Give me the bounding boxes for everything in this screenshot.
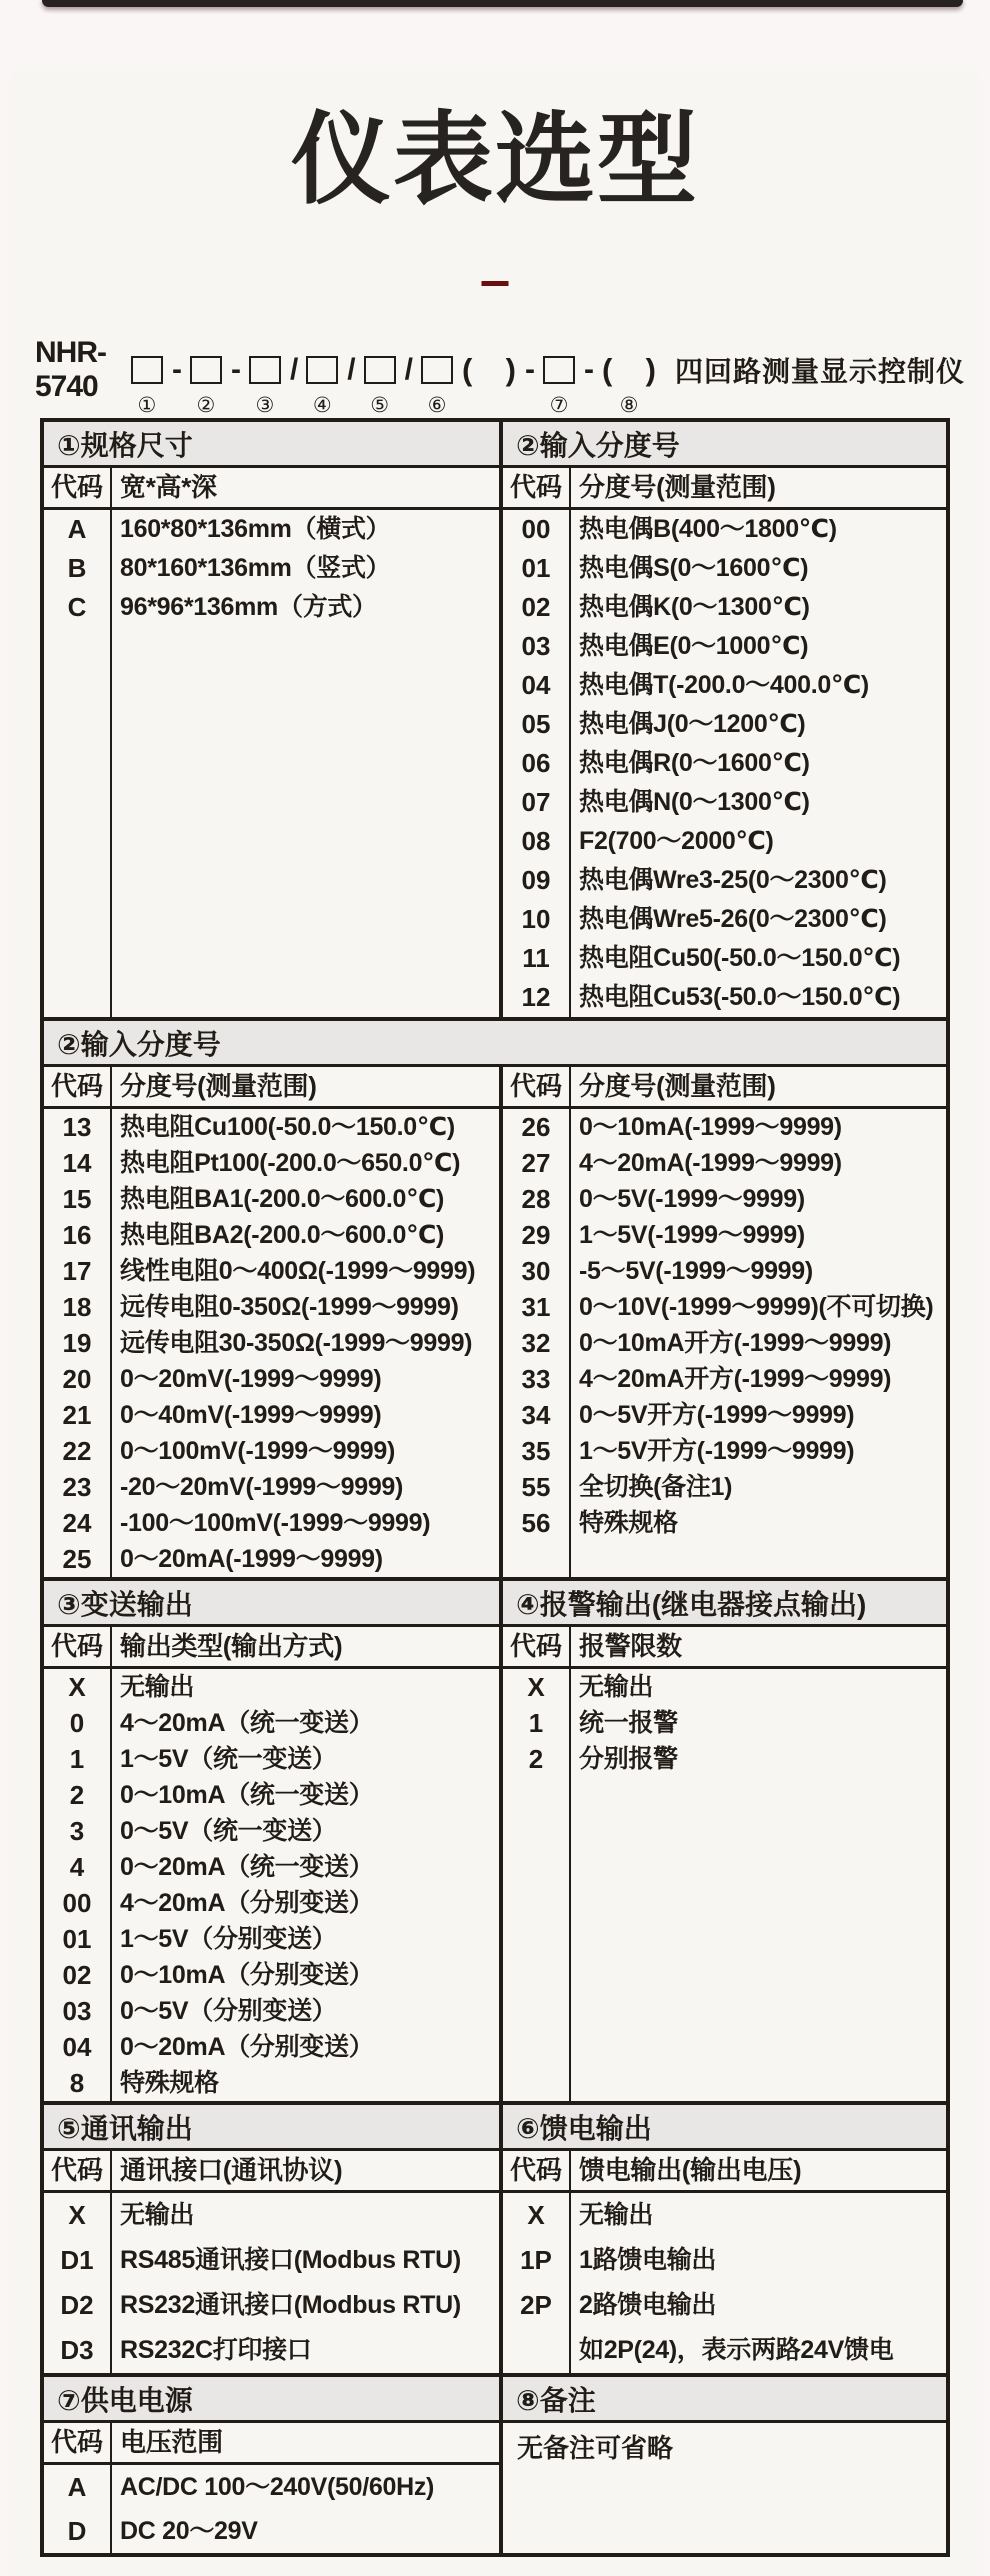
code-cell: 10 bbox=[521, 904, 551, 934]
desc-cell: 96*96*136mm（方式） bbox=[120, 593, 377, 621]
section-title: ④报警输出(继电器接点输出) bbox=[516, 1588, 867, 1620]
desc-cell: F2(700～2000℃) bbox=[579, 827, 774, 855]
circled-number: ② bbox=[196, 394, 216, 417]
code-cell: 11 bbox=[522, 943, 550, 973]
sub-header-label: 输出类型(输出方式) bbox=[120, 1631, 343, 1661]
desc-cell: -5～5V(-1999～9999) bbox=[579, 1257, 813, 1285]
desc-cell: 0～10mA(-1999～9999) bbox=[579, 1113, 842, 1141]
code-header: 代码 bbox=[50, 472, 103, 502]
table-row bbox=[44, 1469, 499, 1505]
model-code-slot bbox=[249, 354, 281, 416]
table-row bbox=[44, 510, 499, 549]
model-code-slot bbox=[421, 354, 453, 416]
table-row bbox=[44, 1217, 499, 1253]
desc-cell: DC 20～29V bbox=[120, 2517, 258, 2545]
desc-cell: 热电阻Pt100(-200.0～650.0℃) bbox=[120, 1149, 461, 1177]
code-cell: 1 bbox=[528, 1708, 544, 1738]
code-cell: 2 bbox=[528, 1744, 544, 1774]
code-cell: 18 bbox=[62, 1292, 92, 1322]
section-title: ⑦供电电源 bbox=[57, 2384, 193, 2416]
desc-cell: 4～20mA开方(-1999～9999) bbox=[579, 1365, 892, 1393]
desc-cell: 全切换(备注1) bbox=[579, 1473, 733, 1501]
code-cell: D2 bbox=[60, 2290, 94, 2320]
paren-group bbox=[602, 352, 656, 388]
code-cell: 28 bbox=[521, 1184, 551, 1214]
desc-cell: 0～40mV(-1999～9999) bbox=[120, 1401, 382, 1429]
code-cell: 29 bbox=[521, 1220, 551, 1250]
desc-cell: 0～5V开方(-1999～9999) bbox=[579, 1401, 855, 1429]
table-row bbox=[44, 1181, 499, 1217]
table-row bbox=[44, 1993, 499, 2029]
code-header: 代码 bbox=[509, 2155, 562, 2185]
table-row bbox=[44, 1253, 499, 1289]
sub-header-row bbox=[44, 2151, 499, 2193]
desc-cell: 热电偶Wre5-26(0～2300℃) bbox=[579, 905, 887, 933]
circled-number: ⑥ bbox=[427, 394, 447, 417]
desc-cell: 统一报警 bbox=[579, 1709, 678, 1737]
section-body bbox=[44, 1627, 946, 2101]
code-cell: 14 bbox=[62, 1148, 92, 1178]
code-cell: 32 bbox=[521, 1328, 551, 1358]
code-cell: 23 bbox=[62, 1472, 92, 1502]
desc-cell: -100～100mV(-1999～9999) bbox=[120, 1509, 431, 1537]
table-row bbox=[44, 1705, 499, 1741]
desc-cell: -20～20mV(-1999～9999) bbox=[120, 1473, 404, 1501]
section-left-half bbox=[44, 1627, 499, 2101]
section-right-half bbox=[503, 468, 946, 1017]
desc-cell: 热电阻BA2(-200.0～600.0℃) bbox=[120, 1221, 445, 1249]
code-cell: 00 bbox=[62, 1888, 92, 1918]
table-row bbox=[44, 1885, 499, 1921]
section-body bbox=[44, 1067, 946, 1577]
sub-header-label: 分度号(测量范围) bbox=[579, 1071, 776, 1101]
code-cell: A bbox=[67, 2472, 87, 2502]
code-cell: A bbox=[67, 514, 87, 544]
table-row bbox=[44, 1849, 499, 1885]
page-title: 仪表选型 bbox=[291, 104, 699, 216]
section-header-row bbox=[44, 422, 946, 468]
section-block bbox=[44, 2101, 946, 2373]
section-title: ⑥馈电输出 bbox=[516, 2112, 652, 2144]
table-row bbox=[44, 2238, 499, 2283]
separator: - bbox=[583, 353, 593, 386]
code-header: 代码 bbox=[50, 2155, 103, 2185]
model-code-box[interactable] bbox=[249, 356, 281, 384]
desc-cell: 热电阻Cu100(-50.0～150.0℃) bbox=[120, 1113, 455, 1141]
code-header: 代码 bbox=[50, 2427, 103, 2457]
section-title: ⑧备注 bbox=[516, 2384, 596, 2416]
section-title: ⑤通讯输出 bbox=[57, 2112, 193, 2144]
code-cell: 2P bbox=[520, 2290, 552, 2320]
section-right-half bbox=[503, 2151, 946, 2373]
table-row bbox=[44, 1397, 499, 1433]
code-cell: 04 bbox=[62, 2032, 92, 2062]
column-divider bbox=[569, 1067, 571, 1577]
column-divider bbox=[110, 2423, 112, 2553]
code-cell: C bbox=[67, 592, 87, 622]
column-divider bbox=[110, 1627, 112, 2101]
desc-cell: 热电偶K(0～1300℃) bbox=[579, 593, 810, 621]
desc-cell: RS232C打印接口 bbox=[120, 2336, 312, 2364]
code-cell: 1 bbox=[69, 1744, 85, 1774]
code-cell: 26 bbox=[521, 1112, 551, 1142]
separator: / bbox=[347, 353, 355, 386]
code-cell: 8 bbox=[69, 2068, 85, 2098]
separator: / bbox=[289, 353, 298, 386]
table-row bbox=[44, 1957, 499, 1993]
code-cell: 31 bbox=[521, 1292, 551, 1322]
sub-header-row bbox=[44, 2423, 499, 2465]
section-left-half bbox=[44, 2151, 499, 2373]
code-cell: 2 bbox=[69, 1780, 85, 1810]
desc-cell: 热电阻BA1(-200.0～600.0℃) bbox=[120, 1185, 445, 1213]
column-divider bbox=[569, 1627, 571, 2101]
section-body bbox=[44, 2423, 946, 2553]
model-prefix bbox=[35, 336, 122, 403]
paren-group bbox=[462, 352, 516, 388]
desc-cell: 4～20mA(-1999～9999) bbox=[579, 1149, 842, 1177]
table-row bbox=[44, 1325, 499, 1361]
code-cell: 56 bbox=[521, 1508, 551, 1538]
column-divider bbox=[110, 468, 112, 1017]
code-cell bbox=[503, 2328, 569, 2373]
desc-cell: 1～5V（分别变送） bbox=[120, 1925, 337, 1953]
desc-cell: 0～10mA（统一变送） bbox=[120, 1781, 374, 1809]
sub-header-label: 馈电输出(输出电压) bbox=[579, 2155, 802, 2185]
sub-header-row bbox=[44, 1627, 499, 1669]
note-cell: 无备注可省略 bbox=[517, 2433, 674, 2463]
model-prefix-text: NHR-5740 bbox=[35, 336, 106, 403]
code-header: 代码 bbox=[509, 1631, 562, 1661]
desc-cell: 热电阻Cu50(-50.0～150.0℃) bbox=[579, 944, 901, 972]
model-code-box[interactable] bbox=[190, 356, 222, 384]
column-divider bbox=[569, 468, 571, 1017]
separator: - bbox=[230, 353, 240, 386]
paren-close: ) bbox=[505, 352, 516, 387]
section-header-row bbox=[44, 1581, 946, 1627]
desc-cell: 80*160*136mm（竖式） bbox=[120, 554, 391, 582]
section-header-row bbox=[44, 2377, 946, 2423]
model-code-box[interactable] bbox=[131, 356, 163, 384]
code-cell: D3 bbox=[60, 2335, 94, 2365]
rows-container bbox=[44, 1669, 499, 2101]
circled-number: ⑦ bbox=[549, 394, 569, 417]
code-cell: 19 bbox=[62, 1328, 92, 1358]
separator: / bbox=[404, 353, 412, 386]
code-cell: 13 bbox=[62, 1112, 92, 1142]
code-cell: 17 bbox=[62, 1256, 92, 1286]
model-separator bbox=[290, 354, 297, 386]
model-code-box[interactable] bbox=[421, 356, 453, 384]
table-row bbox=[44, 1777, 499, 1813]
code-cell: 25 bbox=[62, 1544, 92, 1574]
circled-number: ⑧ bbox=[619, 394, 639, 417]
sub-header-label: 分度号(测量范围) bbox=[579, 472, 776, 502]
table-row bbox=[44, 2509, 499, 2553]
table-row bbox=[44, 2283, 499, 2328]
code-header: 代码 bbox=[50, 1631, 103, 1661]
code-cell: X bbox=[527, 2200, 545, 2230]
table-row bbox=[44, 1433, 499, 1469]
sub-header-row bbox=[44, 1067, 499, 1109]
code-cell: 03 bbox=[62, 1996, 92, 2026]
code-cell: 07 bbox=[521, 787, 551, 817]
table-row bbox=[44, 1145, 499, 1181]
code-cell: 55 bbox=[521, 1472, 551, 1502]
desc-cell: 特殊规格 bbox=[120, 2069, 219, 2097]
section-body bbox=[44, 468, 946, 1017]
model-code-slot bbox=[543, 354, 575, 416]
table-row bbox=[44, 1741, 499, 1777]
table-row bbox=[44, 2065, 499, 2101]
section-title: ①规格尺寸 bbox=[57, 429, 193, 461]
code-cell: 24 bbox=[62, 1508, 92, 1538]
desc-cell: 无输出 bbox=[120, 2201, 195, 2229]
desc-cell: 热电偶N(0～1300℃) bbox=[579, 788, 810, 816]
model-code-slot bbox=[190, 354, 222, 416]
code-cell: 21 bbox=[62, 1400, 92, 1430]
desc-cell: 2路馈电输出 bbox=[579, 2291, 717, 2319]
model-separator bbox=[525, 354, 534, 386]
code-cell: 34 bbox=[521, 1400, 551, 1430]
sub-header-label: 通讯接口(通讯协议) bbox=[120, 2155, 343, 2185]
top-bar bbox=[42, 0, 963, 7]
desc-cell: 如2P(24)，表示两路24V馈电 bbox=[579, 2336, 894, 2364]
section-right-half bbox=[503, 2423, 946, 2553]
table-row bbox=[44, 1109, 499, 1145]
desc-cell: 远传电阻30-350Ω(-1999～9999) bbox=[120, 1329, 473, 1357]
code-cell: 01 bbox=[521, 553, 551, 583]
desc-cell: 0～5V（分别变送） bbox=[120, 1997, 337, 2025]
section-header-row bbox=[44, 1021, 946, 1067]
code-cell: 12 bbox=[521, 982, 551, 1012]
circled-number: ① bbox=[137, 394, 157, 417]
sub-header-label: 宽*高*深 bbox=[120, 472, 217, 502]
desc-cell: 1～5V（统一变送） bbox=[120, 1745, 337, 1773]
code-cell: 01 bbox=[62, 1924, 92, 1954]
desc-cell: 160*80*136mm（横式） bbox=[120, 515, 391, 543]
column-divider bbox=[569, 2151, 571, 2373]
desc-cell: 1路馈电输出 bbox=[579, 2246, 717, 2274]
code-cell: 04 bbox=[521, 670, 551, 700]
desc-cell: 分别报警 bbox=[579, 1745, 678, 1773]
code-cell: 4 bbox=[69, 1852, 85, 1882]
code-cell: X bbox=[68, 2200, 86, 2230]
table-row bbox=[44, 2193, 499, 2238]
selection-table bbox=[40, 418, 950, 2557]
content-card bbox=[7, 70, 983, 2576]
rows-container bbox=[44, 510, 499, 627]
desc-cell: RS232通讯接口(Modbus RTU) bbox=[120, 2291, 461, 2319]
model-code-slot bbox=[306, 354, 338, 416]
model-code-box[interactable] bbox=[543, 356, 575, 384]
separator: - bbox=[524, 353, 534, 386]
section-left-half bbox=[44, 2423, 499, 2553]
sub-header-label: 报警限数 bbox=[579, 1631, 682, 1661]
desc-cell: 1～5V开方(-1999～9999) bbox=[579, 1437, 855, 1465]
circled-number: ⑤ bbox=[370, 394, 390, 417]
code-cell: 06 bbox=[521, 748, 551, 778]
code-header: 代码 bbox=[50, 1071, 103, 1101]
rows-container bbox=[44, 2465, 499, 2553]
code-cell: B bbox=[67, 553, 87, 583]
desc-cell: 0～10V(-1999～9999)(不可切换) bbox=[579, 1293, 934, 1321]
section-body bbox=[44, 2151, 946, 2373]
desc-cell: 0～20mA(-1999～9999) bbox=[120, 1545, 383, 1573]
model-suffix bbox=[665, 354, 965, 386]
desc-cell: 无输出 bbox=[120, 1673, 195, 1701]
desc-cell: RS485通讯接口(Modbus RTU) bbox=[120, 2246, 461, 2274]
table-row bbox=[44, 2465, 499, 2509]
code-cell: 1P bbox=[520, 2245, 552, 2275]
paren-open: ( bbox=[461, 352, 473, 387]
desc-cell: 0～20mV(-1999～9999) bbox=[120, 1365, 382, 1393]
section-title: ③变送输出 bbox=[57, 1588, 193, 1620]
desc-cell: 远传电阻0-350Ω(-1999～9999) bbox=[120, 1293, 459, 1321]
desc-cell: 热电偶J(0～1200℃) bbox=[579, 710, 806, 738]
desc-cell: 特殊规格 bbox=[579, 1509, 678, 1537]
table-row bbox=[44, 1505, 499, 1541]
model-code-slot bbox=[131, 354, 163, 416]
table-row bbox=[44, 588, 499, 627]
table-row bbox=[44, 1289, 499, 1325]
model-separator bbox=[584, 354, 593, 386]
code-cell: 3 bbox=[69, 1816, 85, 1846]
desc-cell: 4～20mA（统一变送） bbox=[120, 1709, 374, 1737]
separator: - bbox=[171, 353, 181, 386]
model-code-box[interactable] bbox=[364, 356, 396, 384]
code-header: 代码 bbox=[509, 472, 562, 502]
desc-cell: 热电偶R(0～1600℃) bbox=[579, 749, 810, 777]
sub-header-label: 电压范围 bbox=[120, 2427, 223, 2457]
desc-cell: 热电偶S(0～1600℃) bbox=[579, 554, 809, 582]
desc-cell: 0～5V（统一变送） bbox=[120, 1817, 337, 1845]
desc-cell: 0～5V(-1999～9999) bbox=[579, 1185, 805, 1213]
section-left-half bbox=[44, 468, 499, 1017]
code-cell: 16 bbox=[62, 1220, 92, 1250]
paren-close: ) bbox=[645, 352, 656, 387]
desc-cell: 热电偶Wre3-25(0～2300℃) bbox=[579, 866, 887, 894]
column-divider bbox=[110, 2151, 112, 2373]
desc-cell: 0～10mA开方(-1999～9999) bbox=[579, 1329, 892, 1357]
paren-open: ( bbox=[601, 352, 613, 387]
table-row bbox=[44, 2328, 499, 2373]
section-block bbox=[44, 2373, 946, 2553]
section-block bbox=[44, 1017, 946, 1577]
code-cell: X bbox=[527, 1672, 545, 1702]
model-paren-slot bbox=[462, 354, 516, 386]
column-divider bbox=[110, 1067, 112, 1577]
desc-cell: 0～20mA（统一变送） bbox=[120, 1853, 374, 1881]
desc-cell: 无输出 bbox=[579, 1673, 654, 1701]
model-code-slot bbox=[364, 354, 396, 416]
table-row bbox=[44, 1813, 499, 1849]
table-row bbox=[44, 1361, 499, 1397]
desc-cell: AC/DC 100～240V(50/60Hz) bbox=[120, 2473, 435, 2501]
desc-cell: 0～20mA（分别变送） bbox=[120, 2033, 374, 2061]
desc-cell: 热电偶B(400～1800℃) bbox=[579, 515, 837, 543]
rows-container bbox=[44, 2193, 499, 2373]
table-row bbox=[44, 1541, 499, 1577]
model-paren-slot bbox=[602, 354, 656, 416]
desc-cell: 热电阻Cu53(-50.0～150.0℃) bbox=[579, 983, 901, 1011]
section-header-row bbox=[44, 2105, 946, 2151]
desc-cell: 无输出 bbox=[579, 2201, 654, 2229]
desc-cell: 线性电阻0～400Ω(-1999～9999) bbox=[120, 1257, 476, 1285]
desc-cell: 热电偶E(0～1000℃) bbox=[579, 632, 809, 660]
table-row bbox=[44, 1921, 499, 1957]
desc-cell: 0～10mA（分别变送） bbox=[120, 1961, 374, 1989]
sub-header-row bbox=[44, 468, 499, 510]
section-title: ②输入分度号 bbox=[516, 429, 680, 461]
code-cell: 09 bbox=[521, 865, 551, 895]
desc-cell: 4～20mA（分别变送） bbox=[120, 1889, 374, 1917]
desc-cell: 0～100mV(-1999～9999) bbox=[120, 1437, 396, 1465]
code-cell: D bbox=[67, 2516, 87, 2546]
code-cell: 0 bbox=[69, 1708, 85, 1738]
code-cell: 00 bbox=[521, 514, 551, 544]
title-divider bbox=[482, 281, 509, 286]
sub-header-label: 分度号(测量范围) bbox=[120, 1071, 317, 1101]
section-title: ②输入分度号 bbox=[57, 1028, 221, 1060]
code-cell: 22 bbox=[62, 1436, 92, 1466]
code-cell: 27 bbox=[521, 1148, 551, 1178]
model-code-box[interactable] bbox=[306, 356, 338, 384]
code-cell: 33 bbox=[521, 1364, 551, 1394]
code-cell: 02 bbox=[521, 592, 551, 622]
section-right-half bbox=[503, 1067, 946, 1577]
code-cell: 20 bbox=[62, 1364, 92, 1394]
table-row bbox=[44, 2029, 499, 2065]
section-left-half bbox=[44, 1067, 499, 1577]
rows-container bbox=[44, 1109, 499, 1577]
model-separator bbox=[405, 354, 412, 386]
model-separator bbox=[347, 354, 354, 386]
code-cell: 30 bbox=[521, 1256, 551, 1286]
model-suffix-text: 四回路测量显示控制仪 bbox=[674, 356, 965, 387]
section-right-half bbox=[503, 1627, 946, 2101]
desc-cell: 1～5V(-1999～9999) bbox=[579, 1221, 805, 1249]
code-cell: X bbox=[68, 1672, 86, 1702]
model-separator bbox=[231, 354, 240, 386]
circled-number: ④ bbox=[312, 394, 332, 417]
section-block bbox=[44, 1577, 946, 2101]
desc-cell: 热电偶T(-200.0～400.0℃) bbox=[579, 671, 869, 699]
code-cell: 05 bbox=[521, 709, 551, 739]
code-cell: 15 bbox=[62, 1184, 92, 1214]
model-separator bbox=[172, 354, 181, 386]
section-block bbox=[44, 422, 946, 1017]
table-row bbox=[44, 1669, 499, 1705]
model-code-row bbox=[35, 336, 965, 417]
circled-number: ③ bbox=[255, 394, 275, 417]
code-header: 代码 bbox=[509, 1071, 562, 1101]
code-cell: 03 bbox=[521, 631, 551, 661]
code-cell: 08 bbox=[521, 826, 551, 856]
code-cell: D1 bbox=[60, 2245, 94, 2275]
table-row bbox=[44, 549, 499, 588]
code-cell: 35 bbox=[521, 1436, 551, 1466]
code-cell: 02 bbox=[62, 1960, 92, 1990]
